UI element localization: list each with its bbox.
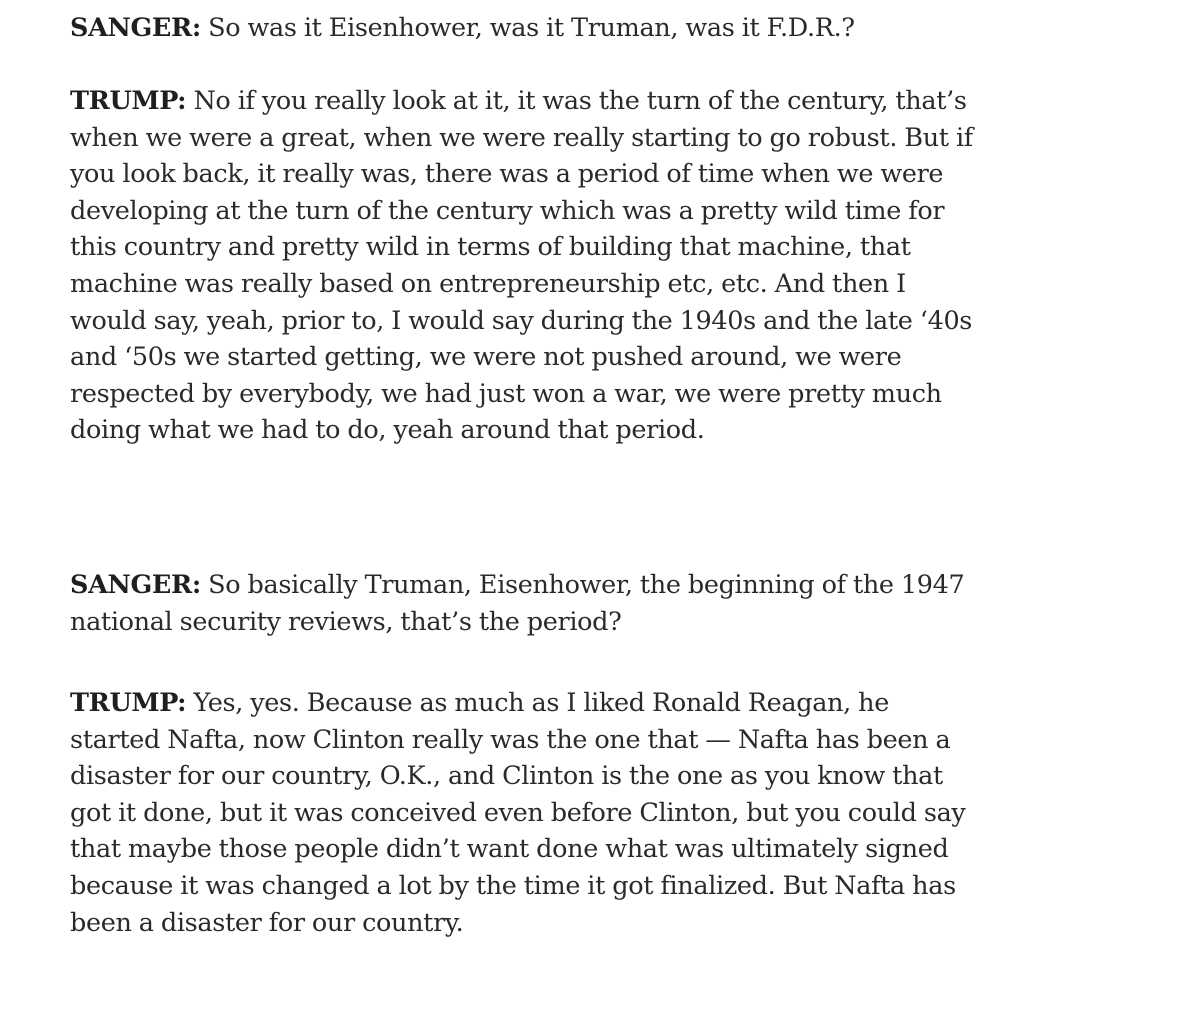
transcript-paragraph — [70, 685, 966, 941]
paragraph-line: doing what we had to do, yeah around that period. — [70, 415, 705, 446]
speaker-label: TRUMP: — [70, 688, 187, 718]
paragraph-line: disaster for our country, O.K., and Clinton is the one as you know that — [70, 761, 943, 792]
paragraph-line: national security reviews, that’s the period? — [70, 606, 622, 637]
paragraph-line: respected by everybody, we had just won a war, we were pretty much — [70, 378, 942, 409]
speaker-label: SANGER: — [70, 13, 201, 43]
paragraph-line: would say, yeah, prior to, I would say during the 1940s and the late ‘40s — [70, 305, 973, 336]
paragraph-line — [70, 83, 973, 120]
paragraph-line: machine was really based on entrepreneurship etc, etc. And then I — [70, 268, 906, 299]
transcript-paragraph — [70, 10, 855, 47]
transcript-paragraph — [70, 567, 964, 640]
paragraph-line: that maybe those people didn’t want done what was ultimately signed — [70, 834, 949, 865]
paragraph-line: and ‘50s we started getting, we were not pushed around, we were — [70, 342, 902, 373]
line-text: So was it Eisenhower, was it Truman, was it F.D.R.? — [200, 13, 855, 43]
paragraph-line: started Nafta, now Clinton really was the one that — Nafta has been a — [70, 724, 951, 755]
paragraph-line: got it done, but it was conceived even before Clinton, but you could say — [70, 797, 966, 828]
paragraph-line: you look back, it really was, there was a period of time when we were — [70, 159, 944, 190]
paragraph-line: been a disaster for our country. — [70, 907, 464, 938]
paragraph-line — [70, 685, 966, 722]
paragraph-line — [70, 567, 964, 604]
paragraph-line: developing at the turn of the century which was a pretty wild time for — [70, 195, 945, 226]
line-text: So basically Truman, Eisenhower, the beginning of the 1947 — [200, 570, 965, 600]
transcript-paragraph — [70, 83, 973, 449]
speaker-label: TRUMP: — [70, 86, 187, 116]
paragraph-line — [70, 10, 855, 47]
line-text: No if you really look at it, it was the turn of the century, that’s — [186, 86, 967, 116]
paragraph-line: when we were a great, when we were really starting to go robust. But if — [70, 122, 973, 153]
speaker-label: SANGER: — [70, 570, 201, 600]
paragraph-line: this country and pretty wild in terms of building that machine, that — [70, 232, 911, 263]
paragraph-line: because it was changed a lot by the time it got finalized. But Nafta has — [70, 870, 956, 901]
line-text: Yes, yes. Because as much as I liked Ronald Reagan, he — [186, 688, 889, 718]
